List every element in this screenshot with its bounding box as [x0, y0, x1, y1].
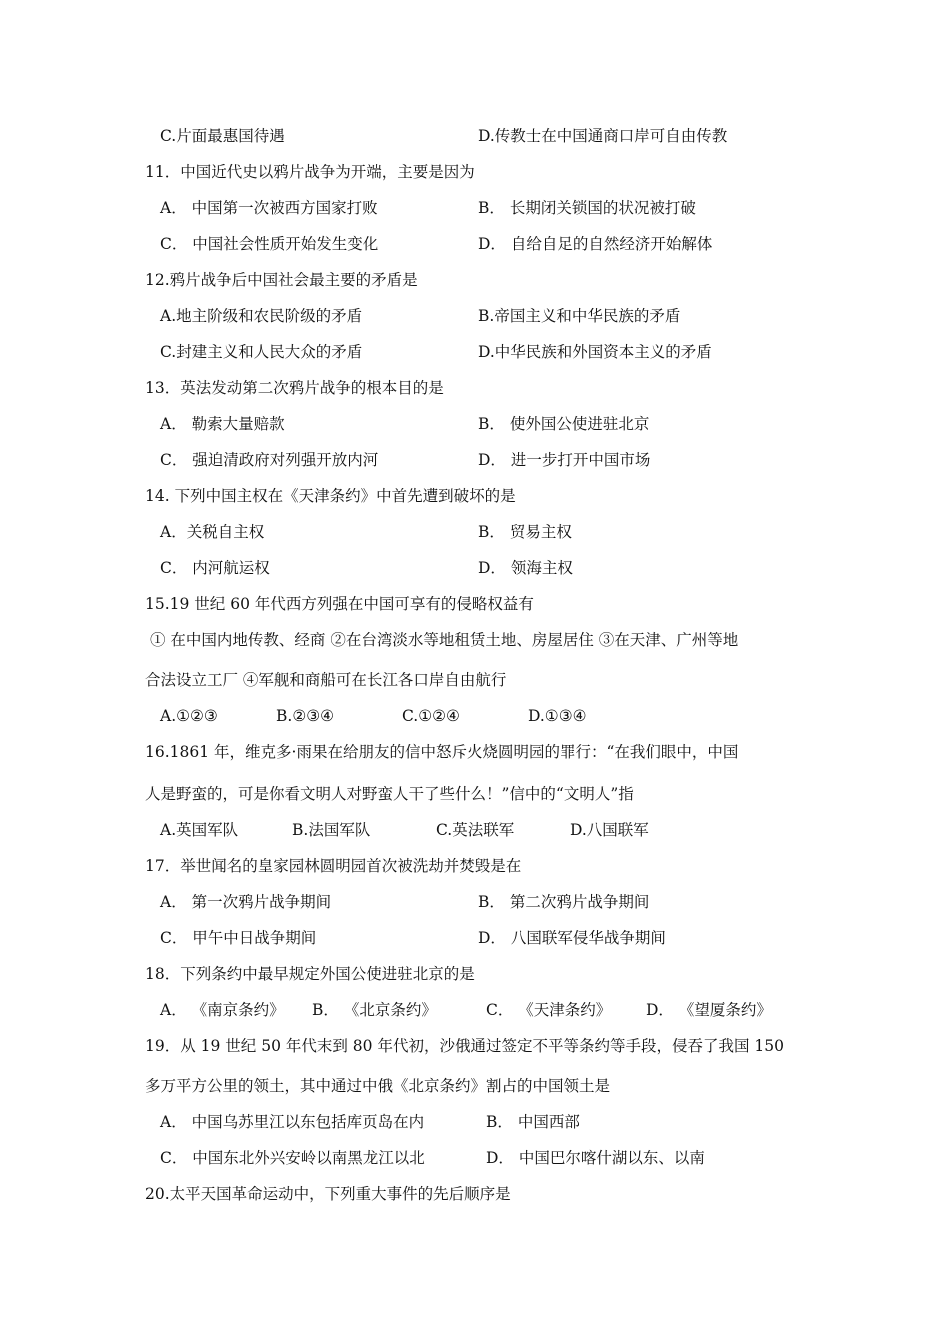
q19-option-b: B． 中国西部 [486, 1113, 580, 1131]
q12-option-d: D.中华民族和外国资本主义的矛盾 [478, 343, 712, 361]
q10-option-c: C.片面最惠国待遇 [160, 127, 285, 145]
q19-option-a: A． 中国乌苏里江以东包括库页岛在内 [160, 1113, 425, 1131]
q11-option-c: C． 中国社会性质开始发生变化 [160, 235, 379, 253]
q15-statements-line: ① 在中国内地传教、经商 ②在台湾淡水等地租赁土地、房屋居住 ③在天津、广州等地 [150, 631, 739, 649]
q16-option-c: C.英法联军 [436, 821, 515, 839]
q11-option-d: D． 自给自足的自然经济开始解体 [478, 235, 713, 253]
q13-option-a: A． 勒索大量赔款 [160, 415, 285, 433]
q19-option-c: C． 中国东北外兴安岭以南黑龙江以北 [160, 1149, 425, 1167]
q14-option-c: C． 内河航运权 [160, 559, 270, 577]
q16-option-a: A.英国军队 [160, 821, 239, 839]
q15-option-c: C.①②④ [402, 707, 460, 725]
q12-option-c: C.封建主义和人民大众的矛盾 [160, 343, 363, 361]
q11-option-a: A． 中国第一次被西方国家打败 [160, 199, 378, 217]
q15-option-d: D.①③④ [528, 707, 587, 725]
q10-option-d: D.传教士在中国通商口岸可自由传教 [478, 127, 728, 145]
q12-option-b: B.帝国主义和中华民族的矛盾 [478, 307, 681, 325]
q11-stem: 11．中国近代史以鸦片战争为开端，主要是因为 [145, 163, 475, 181]
q16-stem-line: 人是野蛮的，可是你看文明人对野蛮人干了些什么！”信中的“文明人”指 [145, 785, 634, 803]
q18-option-a: A． 《南京条约》 [160, 1001, 285, 1019]
q14-option-a: A．关税自主权 [160, 523, 265, 541]
q16-option-b: B.法国军队 [292, 821, 371, 839]
q13-option-d: D． 进一步打开中国市场 [478, 451, 651, 469]
q15-stem: 15.19 世纪 60 年代西方列强在中国可享有的侵略权益有 [145, 595, 534, 613]
q15-statements-line: 合法设立工厂 ④军舰和商船可在长江各口岸自由航行 [145, 671, 507, 689]
q13-stem: 13．英法发动第二次鸦片战争的根本目的是 [145, 379, 444, 397]
q19-stem-line: 多万平方公里的领土，其中通过中俄《北京条约》割占的中国领土是 [145, 1077, 611, 1095]
q16-option-d: D.八国联军 [570, 821, 649, 839]
q12-option-a: A.地主阶级和农民阶级的矛盾 [160, 307, 363, 325]
q15-option-b: B.②③④ [276, 707, 335, 725]
q17-option-d: D． 八国联军侵华战争期间 [478, 929, 666, 947]
q15-option-a: A.①②③ [160, 707, 218, 725]
q17-stem: 17．举世闻名的皇家园林圆明园首次被洗劫并焚毁是在 [145, 857, 522, 875]
q16-stem: 16.1861 年，维克多·雨果在给朋友的信中怒斥火烧圆明园的罪行：“在我们眼中，中国 [145, 743, 739, 761]
q11-option-b: B． 长期闭关锁国的状况被打破 [478, 199, 696, 217]
q13-option-b: B． 使外国公使进驻北京 [478, 415, 650, 433]
q18-option-d: D． 《望厦条约》 [646, 1001, 772, 1019]
q12-stem: 12.鸦片战争后中国社会最主要的矛盾是 [145, 271, 418, 289]
q18-option-c: C． 《天津条约》 [486, 1001, 612, 1019]
q17-option-b: B． 第二次鸦片战争期间 [478, 893, 650, 911]
q13-option-c: C． 强迫清政府对列强开放内河 [160, 451, 379, 469]
q14-option-d: D． 领海主权 [478, 559, 573, 577]
q18-option-b: B． 《北京条约》 [312, 1001, 437, 1019]
q14-stem: 14. 下列中国主权在《天津条约》中首先遭到破坏的是 [145, 487, 516, 505]
q18-stem: 18．下列条约中最早规定外国公使进驻北京的是 [145, 965, 475, 983]
q20-stem: 20.太平天国革命运动中，下列重大事件的先后顺序是 [145, 1185, 511, 1203]
q19-option-d: D． 中国巴尔喀什湖以东、以南 [486, 1149, 705, 1167]
q19-stem: 19．从 19 世纪 50 年代末到 80 年代初，沙俄通过签定不平等条约等手段，侵吞了我国 150 [145, 1037, 784, 1055]
q17-option-a: A． 第一次鸦片战争期间 [160, 893, 332, 911]
q17-option-c: C． 甲午中日战争期间 [160, 929, 317, 947]
q14-option-b: B． 贸易主权 [478, 523, 572, 541]
